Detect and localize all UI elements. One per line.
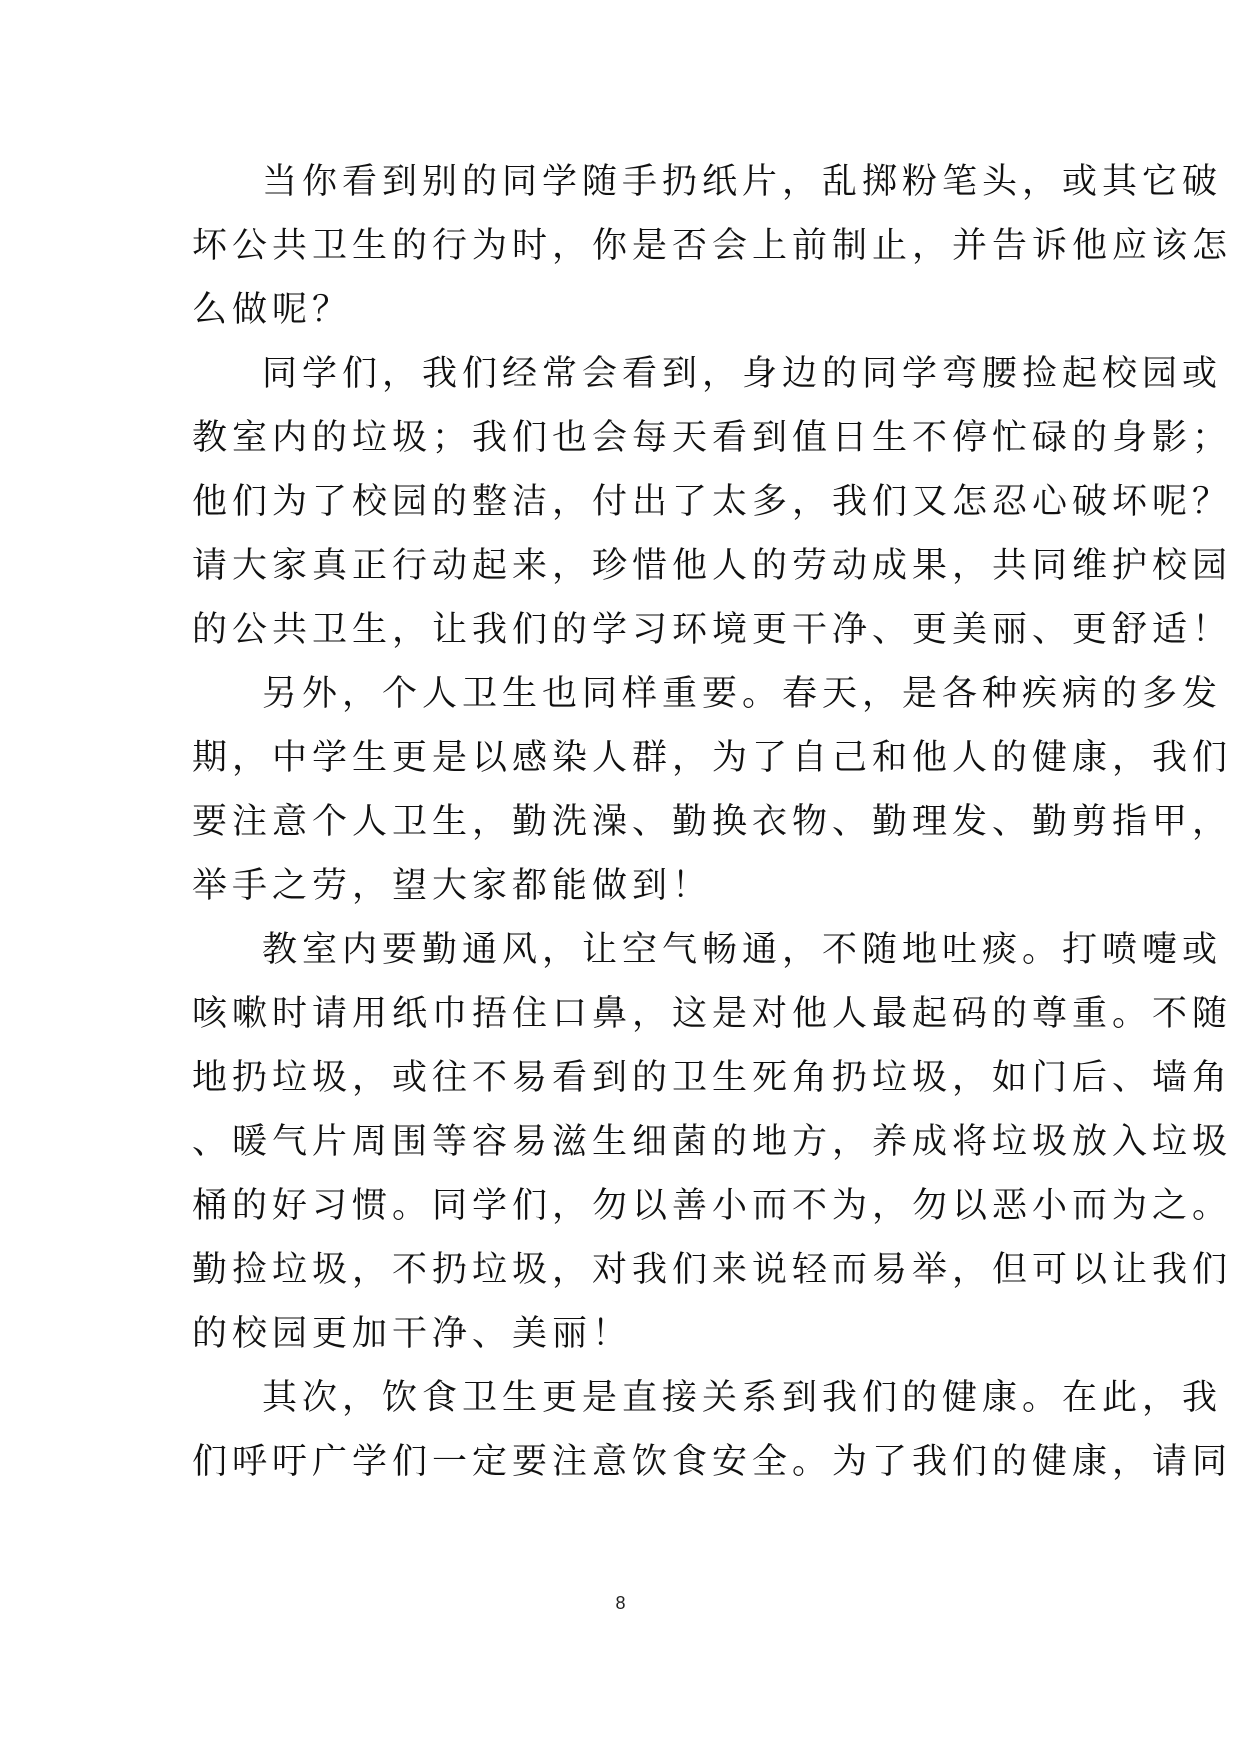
text-line: 的校园更加干净、美丽！ xyxy=(192,1314,633,1354)
text-line: 教室内的垃圾；我们也会每天看到值日生不停忙碌的身影； xyxy=(192,418,1233,458)
text-line: 另外，个人卫生也同样重要。春天，是各种疾病的多发 xyxy=(262,674,1223,714)
text-line: 同学们，我们经常会看到，身边的同学弯腰捡起校园或 xyxy=(262,354,1223,394)
text-line: 的公共卫生，让我们的学习环境更干净、更美丽、更舒适！ xyxy=(192,610,1233,650)
text-line: 当你看到别的同学随手扔纸片，乱掷粉笔头，或其它破 xyxy=(262,162,1223,202)
text-line: 、暖气片周围等容易滋生细菌的地方，养成将垃圾放入垃圾 xyxy=(192,1122,1233,1162)
text-line: 要注意个人卫生，勤洗澡、勤换衣物、勤理发、勤剪指甲， xyxy=(192,802,1233,842)
text-line: 地扔垃圾，或往不易看到的卫生死角扔垃圾，如门后、墙角 xyxy=(192,1058,1233,1098)
text-line: 们呼吁广学们一定要注意饮食安全。为了我们的健康，请同 xyxy=(192,1442,1233,1482)
text-line: 请大家真正行动起来，珍惜他人的劳动成果，共同维护校园 xyxy=(192,546,1233,586)
text-line: 举手之劳，望大家都能做到！ xyxy=(192,866,713,906)
text-line: 勤捡垃圾，不扔垃圾，对我们来说轻而易举，但可以让我们 xyxy=(192,1250,1233,1290)
text-line: 桶的好习惯。同学们，勿以善小而不为，勿以恶小而为之。 xyxy=(192,1186,1233,1226)
text-line: 教室内要勤通风，让空气畅通，不随地吐痰。打喷嚏或 xyxy=(262,930,1223,970)
text-line: 咳嗽时请用纸巾捂住口鼻，这是对他人最起码的尊重。不随 xyxy=(192,994,1233,1034)
text-line: 期，中学生更是以感染人群，为了自己和他人的健康，我们 xyxy=(192,738,1233,778)
text-line: 么做呢？ xyxy=(192,290,353,330)
text-line: 他们为了校园的整洁，付出了太多，我们又怎忍心破坏呢？ xyxy=(192,482,1233,522)
text-line: 其次，饮食卫生更是直接关系到我们的健康。在此，我 xyxy=(262,1378,1223,1418)
text-line: 坏公共卫生的行为时，你是否会上前制止，并告诉他应该怎 xyxy=(192,226,1233,266)
page-number: 8 xyxy=(615,1593,626,1613)
